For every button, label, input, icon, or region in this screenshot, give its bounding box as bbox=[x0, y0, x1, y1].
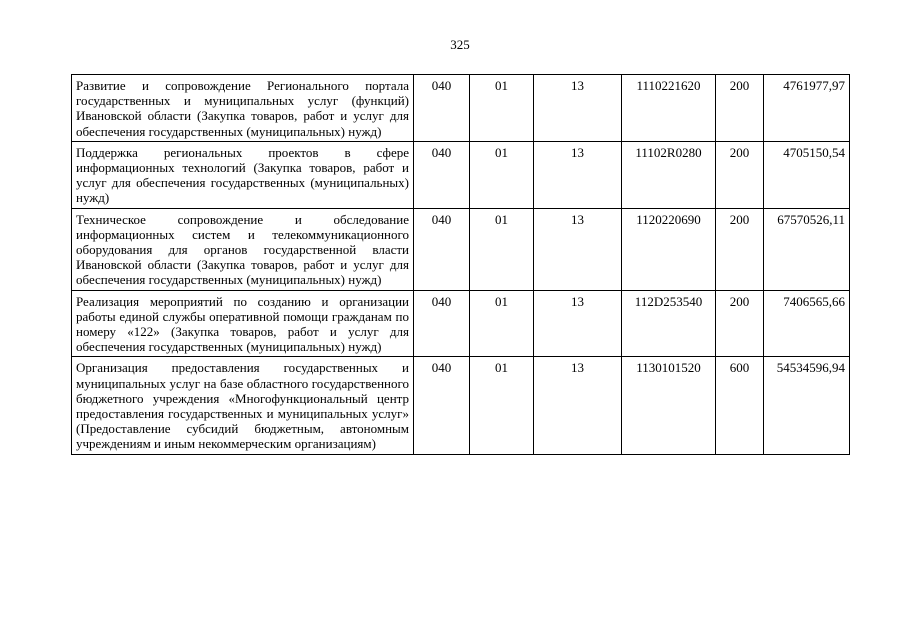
row-expense-type: 200 bbox=[716, 208, 764, 290]
row-ministry-code: 040 bbox=[414, 208, 470, 290]
row-target-article: 1120220690 bbox=[622, 208, 716, 290]
page-number: 325 bbox=[450, 37, 470, 52]
row-expense-type: 200 bbox=[716, 141, 764, 208]
row-description: Реализация мероприятий по созданию и организации работы единой службы оперативной помощи гражданам по номеру «122» (Закупка товаров, работ и услуг для обеспечения государственных (муниципальных) нужд) bbox=[72, 290, 414, 357]
table-row bbox=[72, 357, 850, 454]
row-ministry-code: 040 bbox=[414, 290, 470, 357]
row-section-code: 01 bbox=[470, 290, 534, 357]
row-subsection-code: 13 bbox=[534, 357, 622, 454]
row-description: Организация предоставления государственных и муниципальных услуг на базе областного государственного бюджетного учреждения «Многофункциональный центр предоставления государственных и муниципальных услуг» (Предоставление субсидий бюджетным, автономным учреждениям и иным некоммерческим организациям) bbox=[72, 357, 414, 454]
row-ministry-code: 040 bbox=[414, 75, 470, 142]
row-section-code: 01 bbox=[470, 141, 534, 208]
row-subsection-code: 13 bbox=[534, 208, 622, 290]
row-target-article: 11102R0280 bbox=[622, 141, 716, 208]
row-subsection-code: 13 bbox=[534, 290, 622, 357]
row-expense-type: 200 bbox=[716, 75, 764, 142]
row-section-code: 01 bbox=[470, 357, 534, 454]
row-target-article: 112D253540 bbox=[622, 290, 716, 357]
budget-table bbox=[71, 74, 850, 455]
row-section-code: 01 bbox=[470, 75, 534, 142]
table-row bbox=[72, 208, 850, 290]
row-description: Техническое сопровождение и обследование информационных систем и телекоммуникационного оборудования для органов государственной власти Ивановской области (Закупка товаров, работ и услуг для обеспечения государственных (муниципальных) нужд) bbox=[72, 208, 414, 290]
row-target-article: 1130101520 bbox=[622, 357, 716, 454]
row-amount: 4705150,54 bbox=[764, 141, 850, 208]
row-ministry-code: 040 bbox=[414, 141, 470, 208]
row-amount: 54534596,94 bbox=[764, 357, 850, 454]
table-row bbox=[72, 141, 850, 208]
row-subsection-code: 13 bbox=[534, 141, 622, 208]
row-subsection-code: 13 bbox=[534, 75, 622, 142]
row-amount: 4761977,97 bbox=[764, 75, 850, 142]
row-description: Развитие и сопровождение Регионального портала государственных и муниципальных услуг (функций) Ивановской области (Закупка товаров, работ и услуг для обеспечения государственных (муниципальных) нужд) bbox=[72, 75, 414, 142]
table-row bbox=[72, 290, 850, 357]
row-amount: 7406565,66 bbox=[764, 290, 850, 357]
row-expense-type: 200 bbox=[716, 290, 764, 357]
row-description: Поддержка региональных проектов в сфере информационных технологий (Закупка товаров, работ и услуг для обеспечения государственных (муниципальных) нужд) bbox=[72, 141, 414, 208]
row-amount: 67570526,11 bbox=[764, 208, 850, 290]
row-section-code: 01 bbox=[470, 208, 534, 290]
row-expense-type: 600 bbox=[716, 357, 764, 454]
row-target-article: 1110221620 bbox=[622, 75, 716, 142]
budget-table-body bbox=[72, 75, 850, 455]
row-ministry-code: 040 bbox=[414, 357, 470, 454]
table-row bbox=[72, 75, 850, 142]
